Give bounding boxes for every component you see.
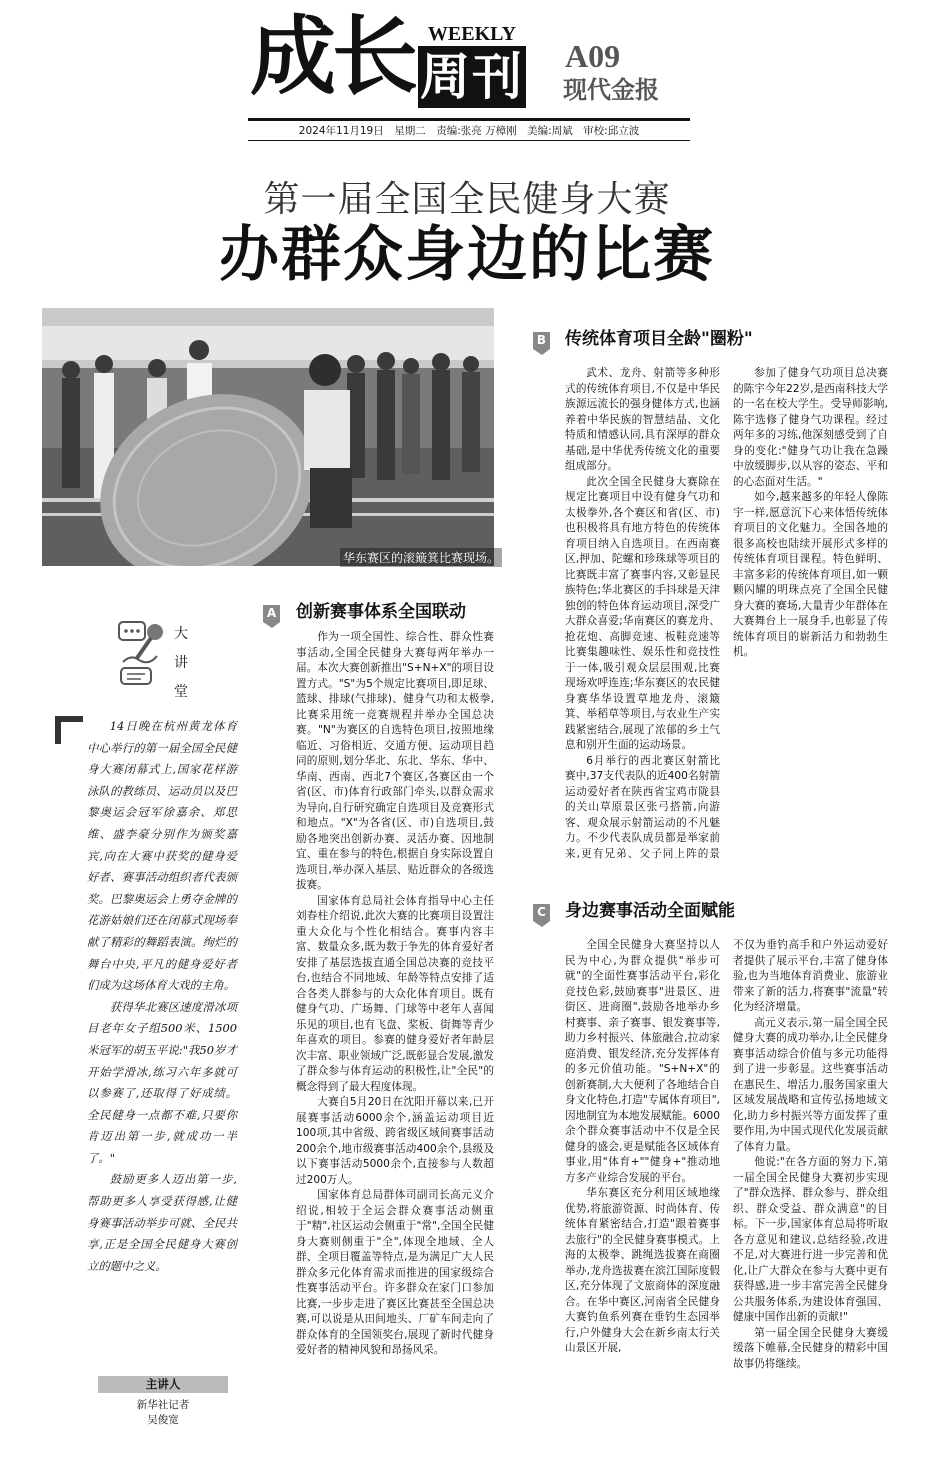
section-a-paragraph: 大赛自5月20日在沈阳开幕以来,已开展赛事活动6000余个,涵盖运动项目近100项,其中省级、跨省级区域间赛事活动200余个,地市级赛事活动400余个,县级及以下赛事活动5000余个,直接参与人数超过200万人。: [296, 1096, 494, 1186]
section-b-paragraph: 武术、龙舟、射箭等多种形式的传统体育项目,不仅是中华民族源远流长的强身健体方式,也涵养着中华民族的智慧结晶、文化特质和情感认同,具有深厚的群众基础,是中华优秀传统文化的重要组成部分。: [565, 367, 720, 472]
section-c-title: 身边赛事活动全面赋能: [565, 901, 735, 921]
section-c-paragraph: 高元义表示,第一届全国全民健身大赛的成功举办,让全民健身赛事活动综合价值与多元功能得到了进一步彰显。这些赛事活动在惠民生、增活力,服务国家重大区域发展战略和宣传弘扬地域文化,助力乡村振兴等方面发挥了重要作用,为中国式现代化发展贡献了体育力量。: [733, 1016, 888, 1153]
masthead-weekly: WEEKLY: [427, 23, 517, 45]
section-a-paragraph: 国家体育总局群体司副司长高元义介绍说,相较于全运会群众赛事活动侧重于"精",社区运动会侧重于"常",全国全民健身大赛则侧重于"全",体现全地域、全人群、全项目覆盖等特点,是为满足广大人民群众多元化体育需求而推进的国家级综合性赛事活动平台。许多群众在家门口参加比赛,一步步走进了赛区比赛甚至全国总决赛,可以说是从田间地头、厂矿车间走向了群众体育的全国领奖台,展现了新时代健身爱好者的精神风貌和昂扬风采。: [296, 1189, 494, 1356]
page-number: A09: [565, 38, 621, 74]
section-b-col1: [565, 366, 720, 861]
section-c-paragraph: 华东赛区充分利用区域地缘优势,将旅游资源、时尚体育、传统体育紧密结合,打造"跟着赛事去旅行"的全民健身赛事模式。上海的太极拳、跳绳选拔赛在商圈举办,龙舟选拔赛在滨江国际度假区,充分体现了文旅商体的深度融合。在华中赛区,河南省全民健身大赛钓鱼系列赛在垂钓生态园举行,户外健身大会在新乡南太行关山景区开展,: [565, 1187, 720, 1354]
speaker-label: 主讲人: [98, 1376, 228, 1393]
kicker: 第一届全国全民健身大赛: [263, 179, 671, 220]
sidebar-body: [87, 716, 237, 1277]
microphone-chat-icon: [117, 618, 167, 688]
dateline: 2024年11月19日 星期二 责编:张亮 万樟刚 美编:周斌 审校:邱立波: [298, 125, 640, 137]
section-b-paragraph: 参加了健身气功项目总决赛的陈宇今年22岁,是西南科技大学的一名在校大学生。受导师影响,陈宇选修了健身气功课程。经过两年多的习练,他深刻感受到了自身的变化:"健身气功让我在急躁中放缓脚步,以从容的姿态、平和的心态面对生活。": [733, 367, 888, 488]
masthead-title: 成长: [250, 6, 414, 107]
section-a-paragraph: 国家体育总局社会体育指导中心主任刘春柱介绍说,此次大赛的比赛项目设置注重大众化与个性化相结合。赛事内容丰富、数量众多,既为数于争先的体育爱好者安排了基层选拔直通全国总决赛的竞技平台,也结合不同地域、年龄等特点安排了适合各类人群参与的大众化体育项目。既有健身气功、广场舞、门球等中老年人喜闻乐见的项目,也有飞盘、桨板、街舞等青少年喜欢的项目。参赛的健身爱好者年龄层次丰富、职业领域广泛,既彰显合发展,激发了群众参与体育运动的积极性,让"全民"的概念得到了最大程度体现。: [296, 894, 494, 1093]
news-photo: [42, 308, 494, 566]
section-a-title: 创新赛事体系全国联动: [296, 602, 466, 622]
section-c-paragraph: 全国全民健身大赛坚持以人民为中心,为群众提供"举步可就"的全面性赛事活动平台,彩化竞技色彩,鼓励赛事"进景区、进街区、进商圈",鼓励各地举办乡村赛事、亲子赛事、银发赛事等,助力乡村振兴、体旅融合,拉动家庭消费、银发经济,充分发挥体育的多元价值功能。"S+N+X"的创新赛制,大大便利了各地结合自身文化特色,打造"专属体育项目",因地制宜为本地发展赋能。6000余个群众赛事活动中不仅是全民健身的盛会,更是赋能各区域体育事业,用"体育+""健身+"推动地方多产业综合发展的平台。: [565, 939, 720, 1184]
sidebar-paragraph: 鼓励更多人迈出第一步,帮助更多人享受获得感,让健身赛事活动举步可就、全民共享,正是全国全民健身大赛创立的题中之义。: [87, 1172, 237, 1273]
reporter-name: 吴俊宽: [147, 1414, 179, 1426]
section-c-paragraph: 不仅为垂钓高手和户外运动爱好者提供了展示平台,丰富了健身体验,也为当地体育消费业、旅游业带来了新的活力,将赛事"流量"转化为经济增量。: [733, 939, 888, 1013]
section-a-body: [296, 630, 494, 1460]
masthead-zhoukan: 周刊: [420, 48, 524, 106]
section-b-paragraph: 此次全国全民健身大赛除在规定比赛项目中设有健身气功和太极拳外,各个赛区和省(区、市)也积极将具有地方特色的传统体育项目纳入自选项目。在西南赛区,押加、陀螺和珍珠球等项目的比赛既丰富了赛事内容,又彰显民族特色;华北赛区的手抖球是天津独创的特色体育运动项目,深受广大群众喜爱;华南赛区的赛龙舟、抢花炮、高脚竞速、板鞋竞速等比赛集趣味性、娱乐性和竞技性于一体,吸引观众层层围观,比赛现场欢呼连连;华东赛区的农民健身赛华华设置草地龙舟、滚簸箕、举稻草等项目,与农业生产实践紧密结合,展现了浓郁的乡土气息和别开生面的运动场景。: [565, 475, 720, 751]
reporter-title: 新华社记者: [136, 1399, 190, 1411]
section-b-paragraph: 如今,越来越多的年轻人像陈宇一样,愿意沉下心来体悟传统体育项目的文化魅力。全国各地的很多高校也陆续开展形式多样的传统体育项目课程。特色鲜明、丰富多彩的传统体育项目,如一颗颗闪耀的明珠点亮了全国全民健身大赛的赛场,大量青少年群体在大赛舞台上一展身手,也彰显了传统体育项目的崭新活力和勃勃生机。: [733, 491, 888, 658]
section-b-title: 传统体育项目全龄"圈粉": [565, 329, 753, 349]
section-c-paragraph: 第一届全国全民健身大赛缓缓落下帷幕,全民健身的精彩中国故事仍将继续。: [733, 1326, 888, 1370]
section-a-badge: A: [263, 605, 280, 622]
sidebar-label: 大讲堂: [174, 626, 188, 700]
quote-corner-mark: [55, 716, 83, 744]
section-c-col1: [565, 938, 720, 1463]
photo-illustration: [42, 308, 494, 566]
paper-name: 现代金报: [563, 76, 659, 104]
section-b-badge: B: [533, 332, 550, 349]
headline: 办群众身边的比赛: [219, 220, 715, 290]
sidebar-paragraph: 获得华北赛区速度滑冰项目老年女子组500米、1500米冠军的胡玉平说:"我50岁才开始学滑冰,练习六年多就可以参赛了,还取得了好成绩。全民健身一点都不难,只要你肯迈出第一步,就成功一半了。": [87, 999, 237, 1165]
section-b-paragraph: 6月举行的西北赛区射箭比赛中,37支代表队的近400名射箭运动爱好者在陕西省宝鸡市陇县的关山草原景区张弓搭箭,向游客、观众展示射箭运动的不凡魅力。不少代表队成员都是举家前来,更有兄弟、父子同上阵的景: [565, 754, 720, 860]
section-b-col2: [733, 366, 888, 861]
photo-caption: 华东赛区的滚簸箕比赛现场。: [340, 548, 502, 567]
masthead-rule-top: [248, 118, 690, 121]
section-c-col2: [733, 938, 888, 1463]
section-a-paragraph: 作为一项全国性、综合性、群众性赛事活动,全国全民健身大赛每两年举办一届。本次大赛创新推出"S+N+X"的项目设置方式。"S"为5个规定比赛项目,即足球、篮球、排球(气排球)、健身气功和太极拳,比赛采用统一竞赛规程并举办全国总决赛。"N"为赛区的自选特色项目,按照地缘临近、习俗相近、交通方便、运动项目趋同的原则,划分华北、东北、华东、华中、华南、西南、西北7个赛区,各赛区由一个省(区、市)体育行政部门牵头,以群众需求为导向,自行研究确定自选项目及竞赛形式和地点。"X"为各省(区、市)自选项目,鼓励各地突出创新办赛、灵活办赛、因地制宜、重在参与的特色,根据自身实际设置自选项目,举办深入基层、贴近群众的各级选拔赛。: [296, 631, 494, 891]
section-c-paragraph: 他说:"在各方面的努力下,第一届全国全民健身大赛初步实现了"群众选择、群众参与、群众组织、群众受益、群众满意"的目标。下一步,国家体育总局将听取各方意见和建议,总结经验,改进不足,对大赛进行进一步完善和优化,让广大群众在参与大赛中更有获得感,进一步丰富完善全民健身公共服务体系,为建设体育强国、健康中国作出新的贡献!": [733, 1156, 888, 1323]
masthead-rule-bottom: [248, 140, 690, 141]
section-c-badge: C: [533, 904, 550, 921]
sidebar-paragraph: 14日晚在杭州黄龙体育中心举行的第一届全国全民健身大赛闭幕式上,国家花样游泳队的教练员、运动员以及巴黎奥运会冠军徐嘉余、郑思维、盛李豪分别作为颁奖嘉宾,向在大赛中获奖的健身爱好者、赛事活动组织者代表颁奖。巴黎奥运会上勇夺金牌的花游姑娘们还在闭幕式现场奉献了精彩的舞蹈表演。绚烂的舞台中央,平凡的健身爱好者们成为这场体育大戏的主角。: [87, 719, 237, 993]
